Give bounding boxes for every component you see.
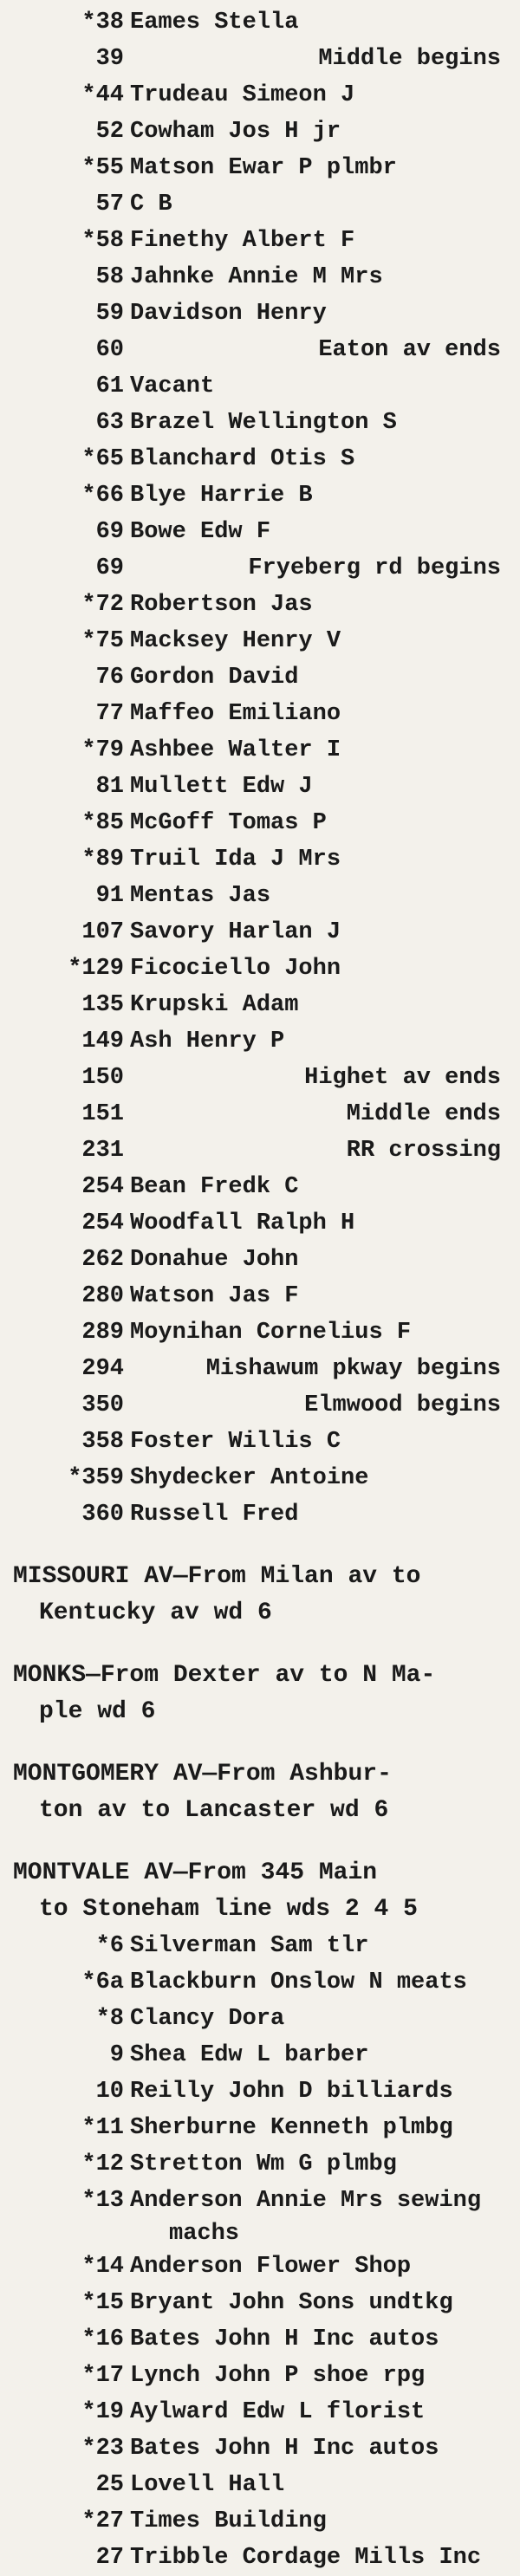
cross-street-marker: Eaton av ends <box>318 337 501 363</box>
house-number: 107 <box>81 919 124 945</box>
house-number: 69 <box>95 555 124 581</box>
resident-name: Russell Fred <box>130 1502 299 1528</box>
resident-name: Moynihan Cornelius F <box>130 1320 412 1346</box>
resident-name: Blanchard Otis S <box>130 446 355 472</box>
directory-entry <box>0 368 520 405</box>
house-number: 151 <box>81 1101 124 1127</box>
house-number: 350 <box>81 1392 124 1418</box>
house-number: 27 <box>95 2545 124 2571</box>
street-heading-missouri <box>0 1559 520 1632</box>
house-number: 254 <box>81 1174 124 1200</box>
street-heading-montgomery <box>0 1756 520 1829</box>
directory-entry <box>0 1242 520 1278</box>
resident-name: Bean Fredk C <box>130 1174 299 1200</box>
house-number: *72 <box>81 592 124 618</box>
resident-name: Krupski Adam <box>130 992 299 1018</box>
house-number: *14 <box>81 2254 124 2280</box>
directory-entry <box>0 1132 520 1169</box>
montvale-listing-continued <box>0 2248 520 2576</box>
resident-name: Bowe Edw F <box>130 519 271 545</box>
directory-entry <box>0 1314 520 1351</box>
house-number: 58 <box>95 264 124 290</box>
house-number: 61 <box>95 373 124 399</box>
house-number: *79 <box>81 737 124 763</box>
directory-entry <box>0 1387 520 1424</box>
resident-name: Reilly John D billiards <box>130 2079 453 2105</box>
directory-entry <box>0 2321 520 2358</box>
directory-entry <box>0 223 520 259</box>
directory-entry <box>0 1496 520 1533</box>
house-number: 358 <box>81 1429 124 1455</box>
directory-entry <box>0 732 520 769</box>
house-number: *19 <box>81 2399 124 2425</box>
resident-name: Brazel Wellington S <box>130 410 397 436</box>
house-number: 57 <box>95 191 124 217</box>
resident-name: Bryant John Sons undtkg <box>130 2290 453 2316</box>
directory-entry <box>0 1060 520 1096</box>
directory-entry <box>0 1096 520 1132</box>
house-number: *75 <box>81 628 124 654</box>
directory-entry <box>0 550 520 587</box>
house-number: 150 <box>81 1065 124 1091</box>
directory-entry <box>0 841 520 878</box>
street-heading-line: MONTGOMERY AV—From Ashbur- <box>13 1761 392 1788</box>
directory-entry <box>0 259 520 295</box>
resident-name: Clancy Dora <box>130 2006 285 2032</box>
directory-entry <box>0 295 520 332</box>
house-number: 289 <box>81 1320 124 1346</box>
house-number: 360 <box>81 1502 124 1528</box>
resident-name: Finethy Albert F <box>130 228 355 254</box>
directory-entry <box>0 514 520 550</box>
resident-name: Truil Ida J Mrs <box>130 847 341 873</box>
house-number: *129 <box>68 956 124 982</box>
cross-street-marker: Highet av ends <box>304 1065 501 1091</box>
house-number: *58 <box>81 228 124 254</box>
house-number: 231 <box>81 1138 124 1164</box>
house-number: 254 <box>81 1210 124 1236</box>
resident-name: Bates John H Inc autos <box>130 2436 439 2462</box>
cross-street-marker: RR crossing <box>346 1138 501 1164</box>
directory-entry <box>0 2430 520 2467</box>
directory-entry <box>0 150 520 186</box>
directory-entry <box>0 4 520 41</box>
resident-name: Donahue John <box>130 1247 299 1273</box>
street-heading-line: MISSOURI AV—From Milan av to <box>13 1563 421 1590</box>
house-number: 59 <box>95 301 124 327</box>
house-number: *13 <box>81 2188 124 2214</box>
cross-street-marker: Middle begins <box>318 46 501 72</box>
house-number: *55 <box>81 155 124 181</box>
house-number: *85 <box>81 810 124 836</box>
street-heading-line: ton av to Lancaster wd 6 <box>39 1797 389 1824</box>
resident-name: Tribble Cordage Mills Inc <box>130 2545 482 2571</box>
house-number: 76 <box>95 665 124 691</box>
directory-entry <box>0 77 520 114</box>
house-number: *27 <box>81 2508 124 2534</box>
house-number: 39 <box>95 46 124 72</box>
house-number: 81 <box>95 774 124 800</box>
directory-entry <box>0 696 520 732</box>
directory-entry <box>0 2285 520 2321</box>
entry-continuation <box>0 2219 520 2248</box>
house-number: *89 <box>81 847 124 873</box>
resident-name: Lovell Hall <box>130 2472 285 2498</box>
directory-entry <box>0 587 520 623</box>
resident-name: Foster Willis C <box>130 1429 341 1455</box>
cross-street-marker: Middle ends <box>346 1101 501 1127</box>
house-number: *6a <box>81 1969 124 1995</box>
resident-name: Eames Stella <box>130 10 299 36</box>
resident-name: Aylward Edw L florist <box>130 2399 426 2425</box>
directory-entry <box>0 914 520 951</box>
resident-name: Bates John H Inc autos <box>130 2326 439 2352</box>
resident-name: Jahnke Annie M Mrs <box>130 264 383 290</box>
house-number: *8 <box>95 2006 124 2032</box>
directory-entry <box>0 623 520 659</box>
resident-name: Davidson Henry <box>130 301 327 327</box>
resident-name: C B <box>130 191 172 217</box>
directory-entry <box>0 2467 520 2503</box>
resident-name: Anderson Annie Mrs sewing <box>130 2188 482 2214</box>
house-number: *66 <box>81 483 124 509</box>
directory-entry <box>0 477 520 514</box>
directory-entry <box>0 1351 520 1387</box>
directory-entry <box>0 2073 520 2110</box>
resident-name: Ashbee Walter I <box>130 737 341 763</box>
cross-street-marker: Fryeberg rd begins <box>248 555 501 581</box>
resident-name: Times Building <box>130 2508 327 2534</box>
house-number: 63 <box>95 410 124 436</box>
resident-name: Sherburne Kenneth plmbg <box>130 2115 453 2141</box>
directory-entry <box>0 769 520 805</box>
resident-name: Woodfall Ralph H <box>130 1210 355 1236</box>
street-heading-line: MONTVALE AV—From 345 Main <box>13 1859 378 1886</box>
resident-name: Ficociello John <box>130 956 341 982</box>
resident-name: Maffeo Emiliano <box>130 701 341 727</box>
directory-entry <box>0 1278 520 1314</box>
resident-name: Macksey Henry V <box>130 628 341 654</box>
resident-name: McGoff Tomas P <box>130 810 327 836</box>
directory-entry <box>0 2146 520 2183</box>
resident-name: Shea Edw L barber <box>130 2042 369 2068</box>
directory-entry <box>0 2110 520 2146</box>
directory-entry <box>0 2248 520 2285</box>
directory-entry <box>0 2540 520 2576</box>
directory-entry <box>0 405 520 441</box>
directory-entry <box>0 805 520 841</box>
resident-name: Robertson Jas <box>130 592 313 618</box>
directory-entry <box>0 1460 520 1496</box>
house-number: 10 <box>95 2079 124 2105</box>
resident-name: Anderson Flower Shop <box>130 2254 412 2280</box>
house-number: *38 <box>81 10 124 36</box>
resident-name: Blackburn Onslow N meats <box>130 1969 467 1995</box>
resident-name: Mentas Jas <box>130 883 271 909</box>
resident-name: Lynch John P shoe rpg <box>130 2363 426 2389</box>
directory-entry <box>0 2394 520 2430</box>
directory-entry <box>0 2183 520 2219</box>
resident-name: Mullett Edw J <box>130 774 313 800</box>
street-heading-line: to Stoneham line wds 2 4 5 <box>39 1896 418 1923</box>
directory-entry <box>0 987 520 1023</box>
house-number: 262 <box>81 1247 124 1273</box>
directory-entry <box>0 441 520 477</box>
resident-name: Vacant <box>130 373 215 399</box>
directory-entry <box>0 332 520 368</box>
directory-entry <box>0 186 520 223</box>
street-heading-line: MONKS—From Dexter av to N Ma- <box>13 1662 436 1689</box>
house-number: 60 <box>95 337 124 363</box>
house-number: 69 <box>95 519 124 545</box>
directory-entry <box>0 659 520 696</box>
house-number: *11 <box>81 2115 124 2141</box>
house-number: 149 <box>81 1028 124 1054</box>
directory-entry <box>0 2358 520 2394</box>
directory-entry <box>0 1169 520 1205</box>
resident-name: Blye Harrie B <box>130 483 313 509</box>
house-number: *12 <box>81 2151 124 2177</box>
resident-name: Cowham Jos H jr <box>130 119 341 145</box>
montvale-listing <box>0 1928 520 2219</box>
house-number: *23 <box>81 2436 124 2462</box>
house-number: 91 <box>95 883 124 909</box>
street-heading-montvale <box>0 1855 520 1928</box>
cross-street-marker: Elmwood begins <box>304 1392 501 1418</box>
resident-name: Matson Ewar P plmbr <box>130 155 397 181</box>
resident-name: Savory Harlan J <box>130 919 341 945</box>
house-number: *6 <box>95 1933 124 1959</box>
directory-entry <box>0 1928 520 1964</box>
resident-name: Silverman Sam tlr <box>130 1933 369 1959</box>
house-number: *17 <box>81 2363 124 2389</box>
street-heading-line: ple wd 6 <box>39 1698 156 1725</box>
house-number: *16 <box>81 2326 124 2352</box>
house-number: 25 <box>95 2472 124 2498</box>
house-number: 135 <box>81 992 124 1018</box>
directory-entry <box>0 951 520 987</box>
directory-entry <box>0 2001 520 2037</box>
house-number: *44 <box>81 82 124 108</box>
directory-entry <box>0 1205 520 1242</box>
directory-entry <box>0 41 520 77</box>
house-number: 9 <box>109 2042 124 2068</box>
resident-name: Shydecker Antoine <box>130 1465 369 1491</box>
cross-street-marker: Mishawum pkway begins <box>205 1356 501 1382</box>
house-number: 52 <box>95 119 124 145</box>
house-number: *65 <box>81 446 124 472</box>
house-number: 77 <box>95 701 124 727</box>
resident-name: Gordon David <box>130 665 299 691</box>
street-heading-line: Kentucky av wd 6 <box>39 1599 272 1626</box>
directory-entry <box>0 1424 520 1460</box>
directory-entry <box>0 2503 520 2540</box>
directory-entry <box>0 1023 520 1060</box>
directory-entry <box>0 2037 520 2073</box>
directory-entry <box>0 878 520 914</box>
resident-name: Stretton Wm G plmbg <box>130 2151 397 2177</box>
resident-name: Ash Henry P <box>130 1028 285 1054</box>
house-number: *15 <box>81 2290 124 2316</box>
resident-name: Watson Jas F <box>130 1283 299 1309</box>
resident-name: Trudeau Simeon J <box>130 82 355 108</box>
directory-entry <box>0 114 520 150</box>
house-number: 294 <box>81 1356 124 1382</box>
house-number: *359 <box>68 1465 124 1491</box>
entry-continuation-text: machs <box>169 2221 240 2247</box>
house-number: 280 <box>81 1283 124 1309</box>
directory-entry <box>0 1964 520 2001</box>
street-heading-monks <box>0 1658 520 1730</box>
montvale-continued-listing <box>0 4 520 1533</box>
